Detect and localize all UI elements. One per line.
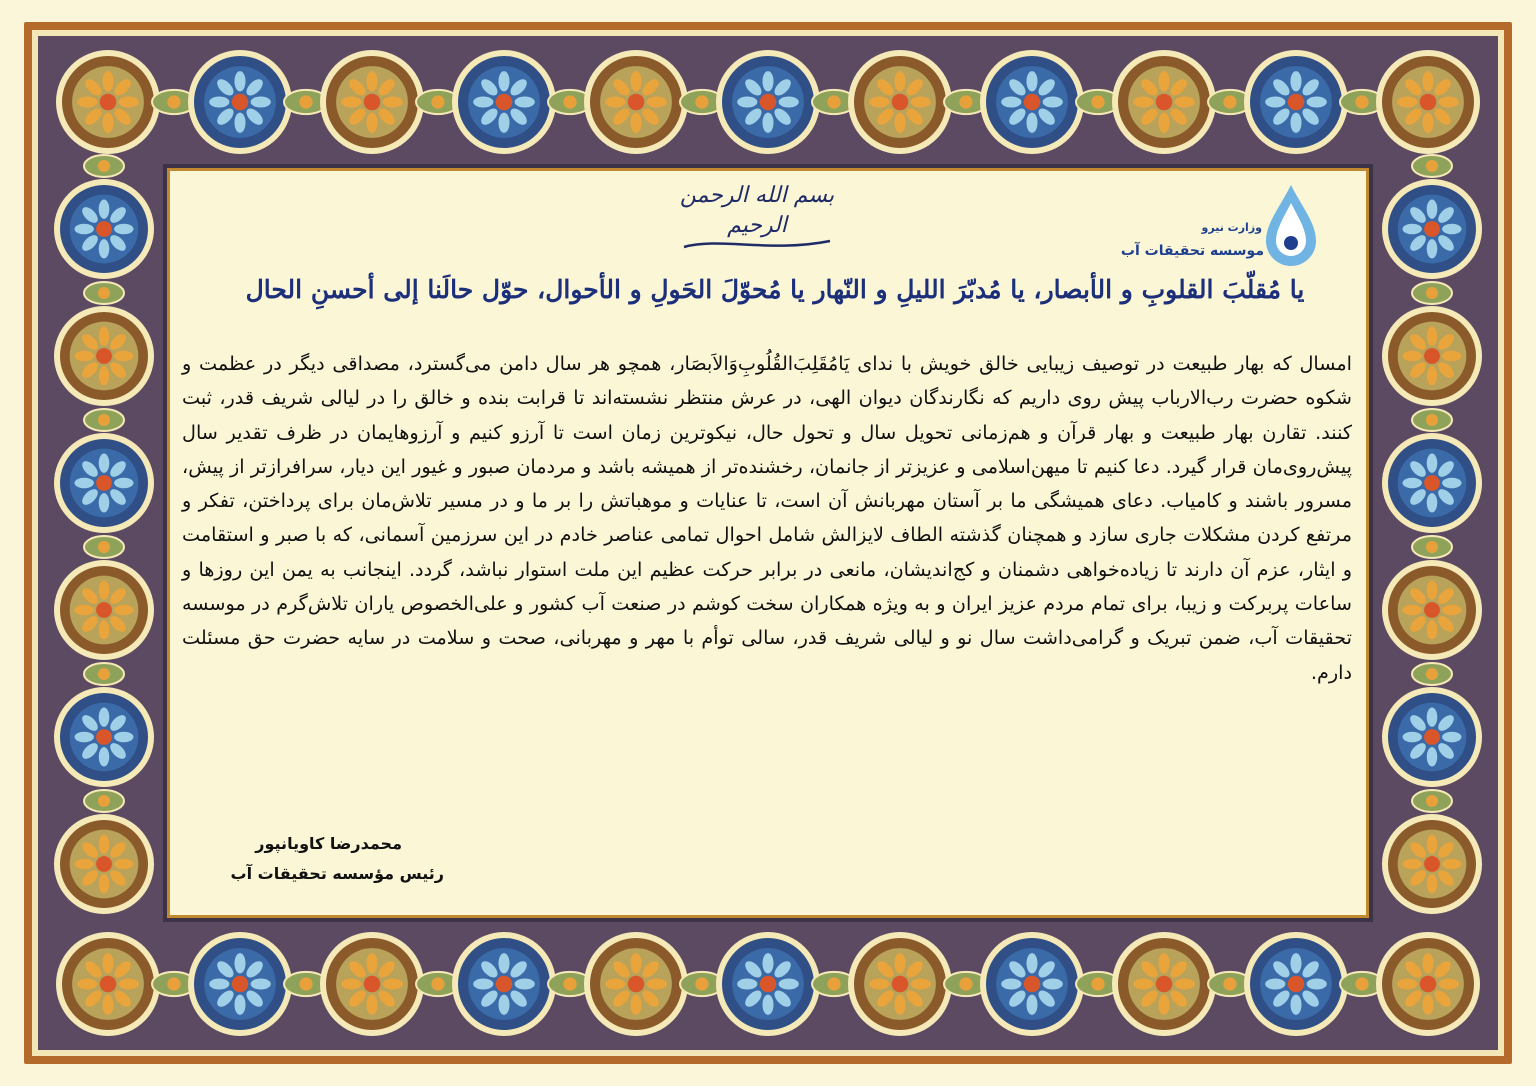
- border-medallion: [1112, 50, 1216, 154]
- border-medallion: [54, 687, 154, 787]
- border-medallion: [1382, 687, 1482, 787]
- border-medallion: [716, 932, 820, 1036]
- message-body: امسال که بهار طبیعت در توصیف زیبایی خالق خویش با ندای یَامُقَلِبَ‌القُلُوبِ‌وَالاَبصَار، همچو هر سال دامن می‌گسترد، مصداقی دیگر در عظمت و شکوه حضرت رب‌الارباب پیش روی داریم که نگارندگان دیوان الهی، در عرش منتظر نشسته‌اند تا قرابت بنده و خالق را در لیالی شریف قدر، ثبت کنند. تقارن بهار طبیعت و بهار قرآن و هم‌زمانی تحویل سال و تحول حال، نیکوترین زمان است تا آرزو کنیم و آرزوهایمان در ظرف تقدیر سال پیش‌روی‌مان قرار گیرد. دعا کنیم تا میهن‌اسلامی و عزیزتر از جانمان، رخشنده‌تر از همیشه باشد و مردمان صبور و غیور این دیار، سرافرازتر از پیش، مسرور باشند و کامیاب. دعای همیشگی ما بر آستان مهربانش آن است، تا عنایات و موهباتش را بر ما و در مسیر تلاش‌مان برای پرداختن، تفکر و مرتفع کردن مشکلات جاری سازد و همچنان گذشته الطاف لایزالش شامل احوال تمامی عناصر خادم در این سرزمین آسمانی، که با صبر و استقامت و ایثار، عزم آن دارند تا زیاده‌خواهی دشمنان و کج‌اندیشان، مانعی در برابر حرکت عظیم این ملت استوار نباشد، گردد. اینجانب به یمن این روزها و ساعات پربرکت و زیبا، برای تمام مردم عزیز ایران و به ویژه همکاران سخت کوشم در صنعت آب کشور و علی‌الخصوص یاران تلاش‌گرم در موسسه تحقیقات آب، ضمن تبریک و گرامی‌داشت سال نو و لیالی شریف قدر، سالی توأم با مهر و مهربانی، صحت و سلامت در سایه حضرت حق مسئلت دارم.: [182, 352, 1352, 684]
- border-medallion: [848, 932, 952, 1036]
- border-medallion: [54, 433, 154, 533]
- content-panel: [170, 171, 1366, 915]
- border-medallion: [584, 932, 688, 1036]
- prayer-headline: یا مُقلّبَ القلوبِ و الأبصار، یا مُدبّرَ اللیلِ و النّهار یا مُحوّلَ الحَولِ و الأحوال، حوّل حالَنا إلی أحسنِ الحال: [245, 275, 1305, 304]
- border-medallion: [56, 932, 160, 1036]
- border-medallion: [1382, 179, 1482, 279]
- logo-ministry-text: وزارت نیرو: [1201, 221, 1262, 234]
- border-medallion: [1382, 814, 1482, 914]
- border-medallion: [1112, 932, 1216, 1036]
- border-medallion: [54, 306, 154, 406]
- border-medallion: [584, 50, 688, 154]
- basmala-text: بسم الله الرحمن الرحیم: [679, 183, 835, 238]
- signature-block: [184, 829, 444, 889]
- border-medallion: [320, 50, 424, 154]
- border-leaf: [84, 409, 124, 431]
- calligraphy-swash: [680, 235, 834, 253]
- border-medallion: [980, 50, 1084, 154]
- border-medallion: [716, 50, 820, 154]
- border-medallion: [188, 50, 292, 154]
- border-medallion: [188, 932, 292, 1036]
- border-medallion: [1382, 306, 1482, 406]
- institute-logo: [1120, 183, 1322, 269]
- border-leaf: [1412, 790, 1452, 812]
- border-medallion: [1376, 50, 1480, 154]
- border-leaf: [1412, 663, 1452, 685]
- border-leaf: [1412, 409, 1452, 431]
- border-leaf: [84, 155, 124, 177]
- basmala-calligraphy: [672, 181, 842, 257]
- border-medallion: [1244, 932, 1348, 1036]
- border-medallion: [54, 814, 154, 914]
- border-medallion: [1376, 932, 1480, 1036]
- border-leaf: [84, 790, 124, 812]
- logo-institute-text: موسسه تحقیقات آب: [1120, 243, 1264, 259]
- border-medallion: [452, 50, 556, 154]
- border-medallion: [320, 932, 424, 1036]
- border-medallion: [54, 179, 154, 279]
- border-leaf: [84, 663, 124, 685]
- border-medallion: [1382, 433, 1482, 533]
- border-medallion: [848, 50, 952, 154]
- border-medallion: [1244, 50, 1348, 154]
- border-medallion: [980, 932, 1084, 1036]
- signer-name: محمدرضا کاویانپور: [255, 834, 402, 853]
- border-leaf: [1412, 536, 1452, 558]
- border-medallion: [56, 50, 160, 154]
- border-leaf: [1412, 155, 1452, 177]
- water-drop-icon: [1260, 183, 1322, 269]
- border-leaf: [1412, 282, 1452, 304]
- border-medallion: [54, 560, 154, 660]
- signer-title: رئیس مؤسسه تحقیقات آب: [230, 864, 444, 883]
- border-leaf: [84, 282, 124, 304]
- border-medallion: [452, 932, 556, 1036]
- border-leaf: [84, 536, 124, 558]
- border-medallion: [1382, 560, 1482, 660]
